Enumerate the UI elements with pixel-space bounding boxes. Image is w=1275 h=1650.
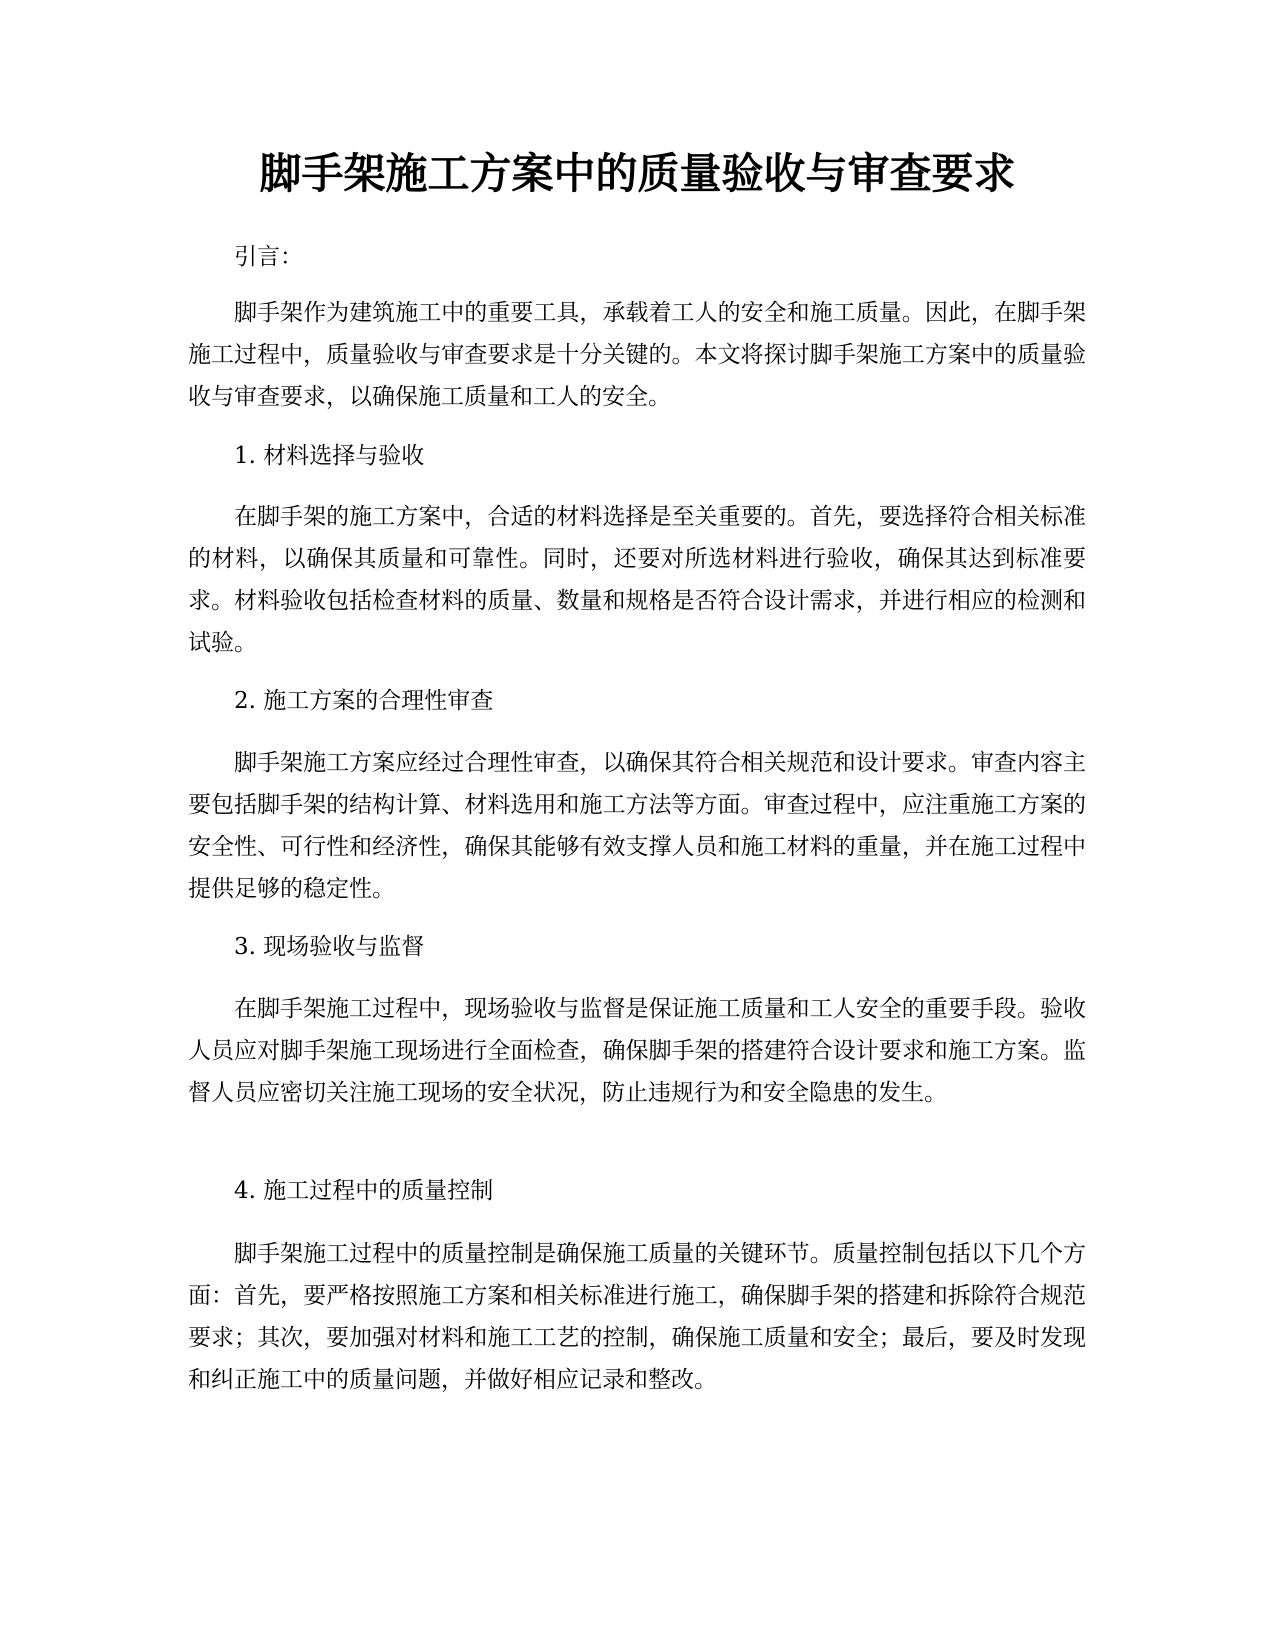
section-heading-3: 3. 现场验收与监督	[234, 934, 425, 960]
section-heading-2: 2. 施工方案的合理性审查	[234, 688, 494, 714]
section-body-4: 脚手架施工过程中的质量控制是确保施工质量的关键环节。质量控制包括以下几个方面：首先，要严格按照施工方案和相关标准进行施工，确保脚手架的搭建和拆除符合规范要求；其次，要加强对材料和施工工艺的控制，确保施工质量和安全；最后，要及时发现和纠正施工中的质量问题，并做好相应记录和整改。	[188, 1241, 1086, 1393]
document-title: 脚手架施工方案中的质量验收与审查要求	[259, 149, 1016, 198]
intro-label: 引言：	[234, 244, 303, 270]
intro-paragraph: 脚手架作为建筑施工中的重要工具，承载着工人的安全和施工质量。因此，在脚手架施工过程中，质量验收与审查要求是十分关键的。本文将探讨脚手架施工方案中的质量验收与审查要求，以确保施工质量和工人的安全。	[188, 300, 1086, 410]
section-body-1: 在脚手架的施工方案中，合适的材料选择是至关重要的。首先，要选择符合相关标准的材料，以确保其质量和可靠性。同时，还要对所选材料进行验收，确保其达到标准要求。材料验收包括检查材料的质量、数量和规格是否符合设计需求，并进行相应的检测和试验。	[188, 504, 1086, 656]
section-heading-1: 1. 材料选择与验收	[234, 443, 425, 469]
section-heading-4: 4. 施工过程中的质量控制	[234, 1178, 494, 1204]
section-body-3: 在脚手架施工过程中，现场验收与监督是保证施工质量和工人安全的重要手段。验收人员应对脚手架施工现场进行全面检查，确保脚手架的搭建符合设计要求和施工方案。监督人员应密切关注施工现场的安全状况，防止违规行为和安全隐患的发生。	[188, 996, 1086, 1106]
section-body-2: 脚手架施工方案应经过合理性审查，以确保其符合相关规范和设计要求。审查内容主要包括脚手架的结构计算、材料选用和施工方法等方面。审查过程中，应注重施工方案的安全性、可行性和经济性，确保其能够有效支撑人员和施工材料的重量，并在施工过程中提供足够的稳定性。	[188, 750, 1086, 902]
